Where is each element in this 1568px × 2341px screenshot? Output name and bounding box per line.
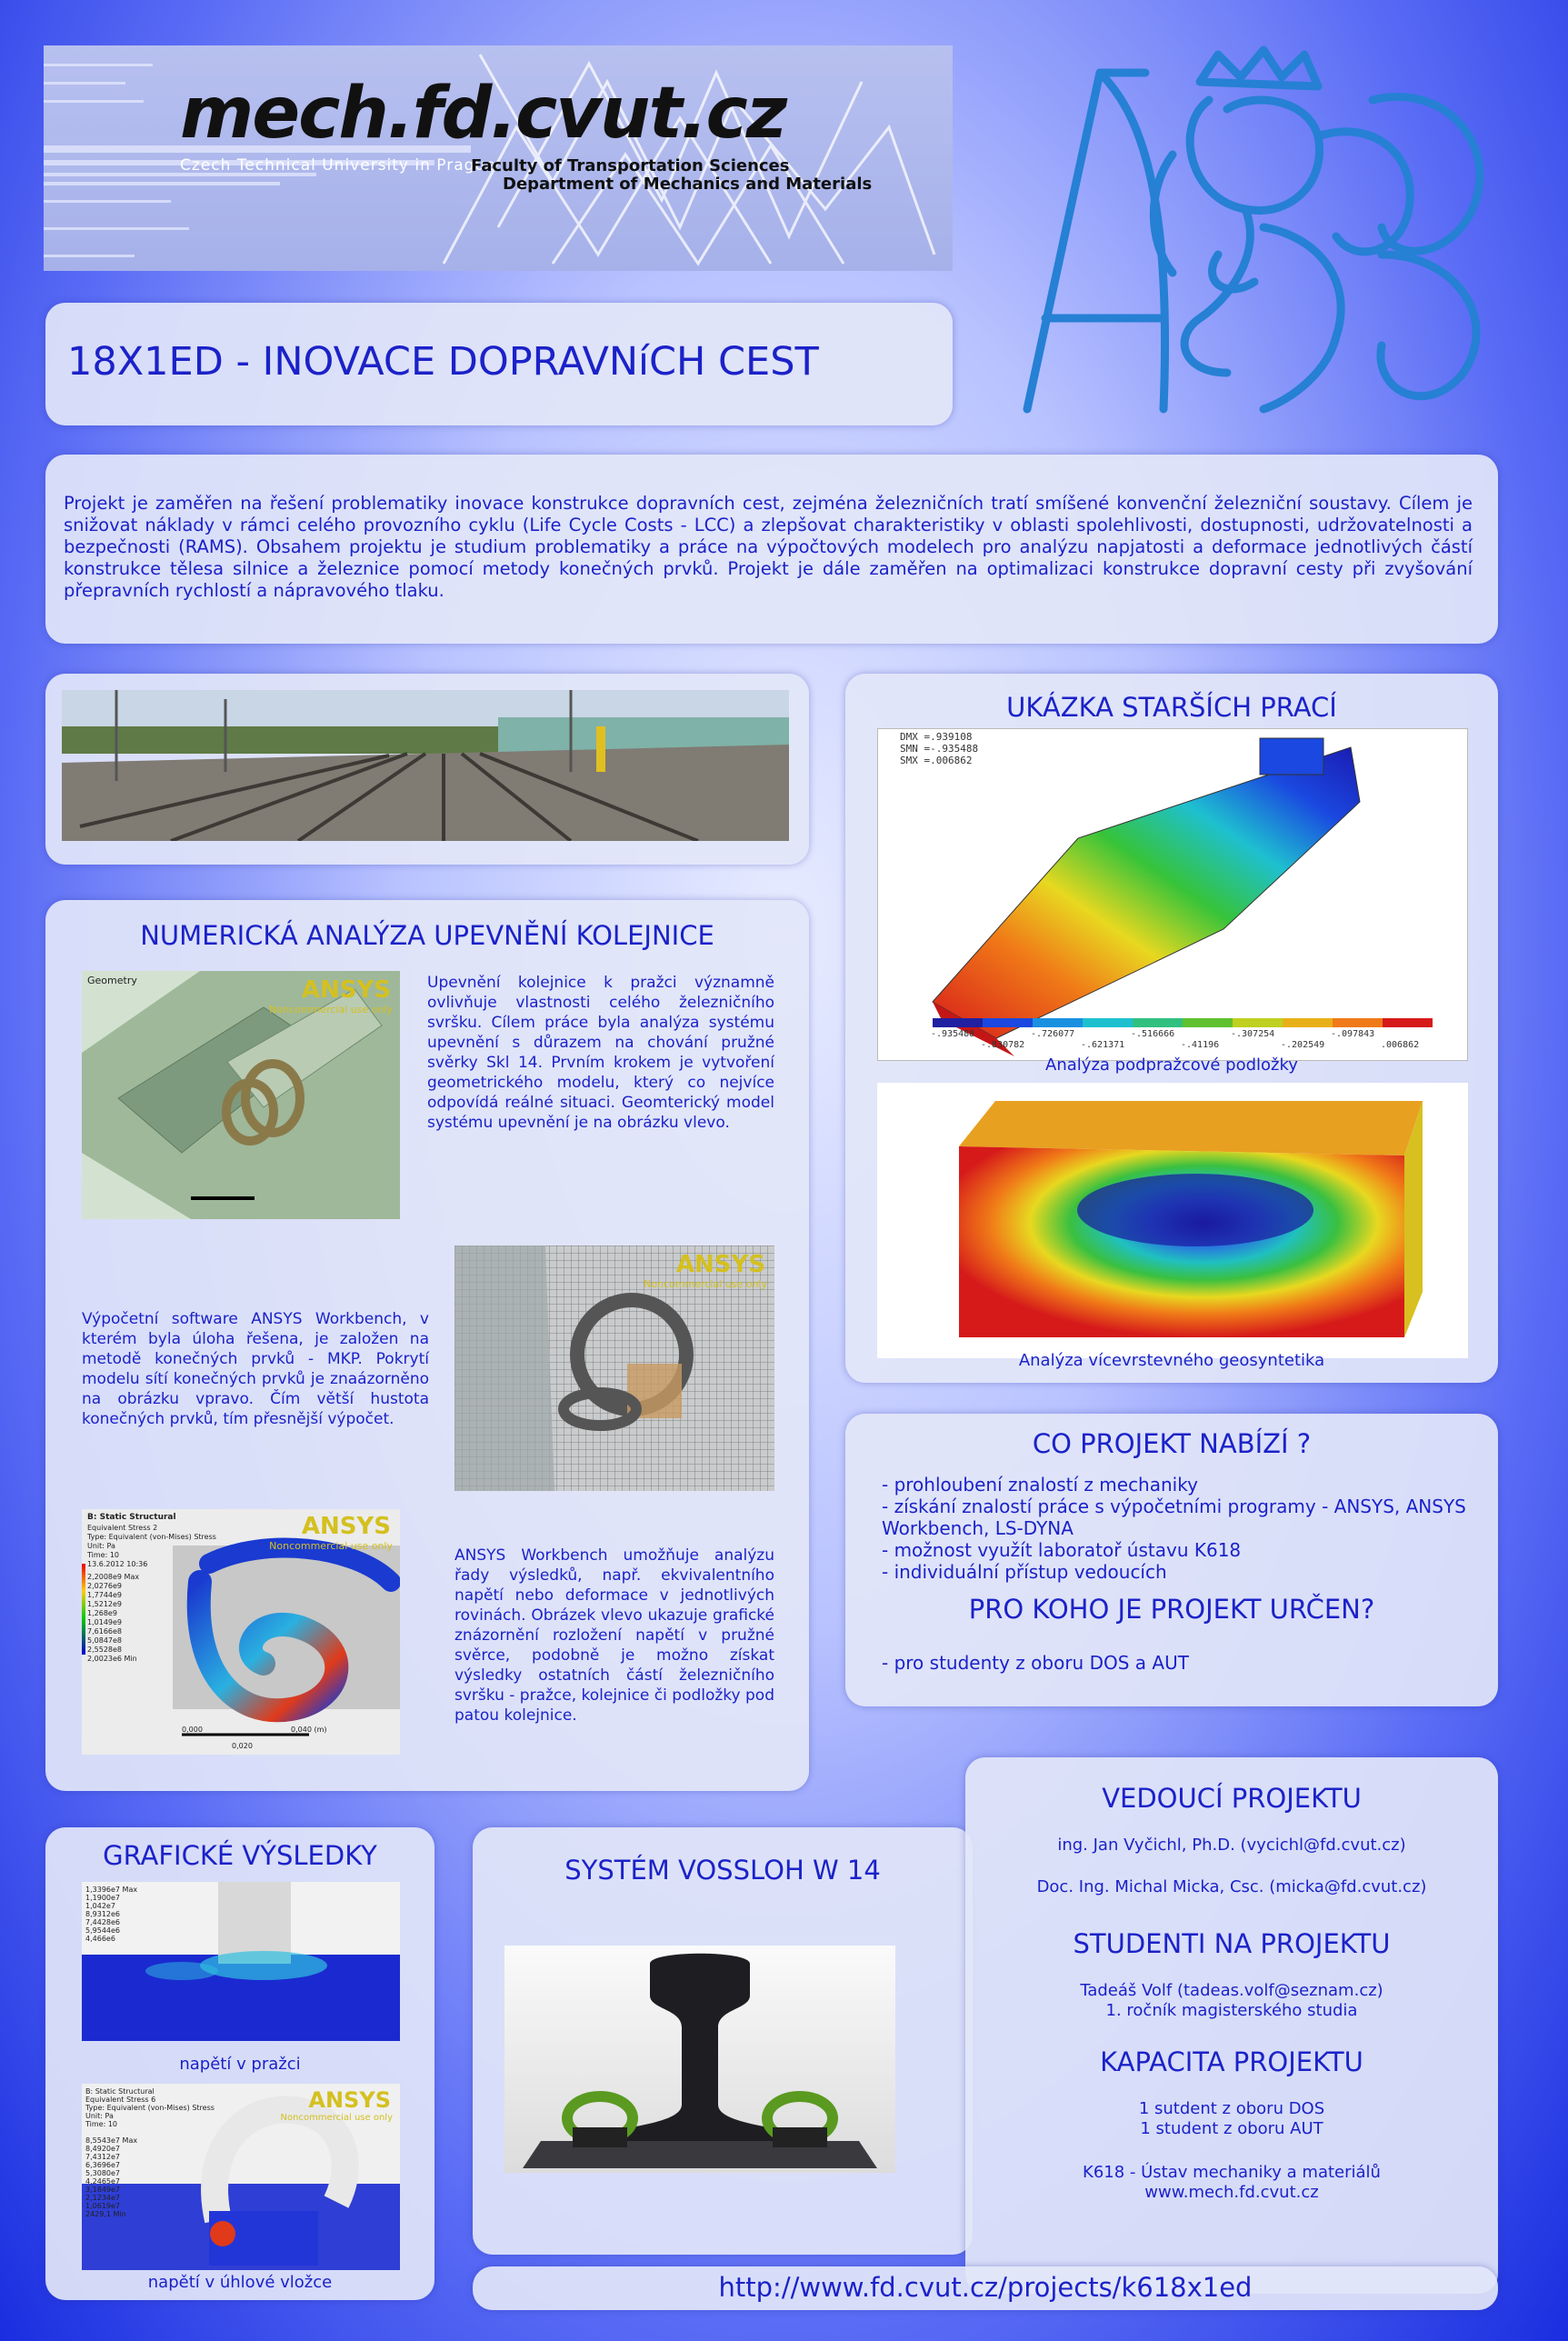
geosynthetic-caption: Analýza vícevrstevného geosyntetika <box>1018 1351 1325 1370</box>
footer-url-panel <box>473 2266 1498 2310</box>
capacity-title: KAPACITA PROJEKTU <box>1100 2046 1363 2077</box>
stress-info-line-2: Unit: Pa <box>87 1542 115 1550</box>
stress-legend-value-6: 7,6166e8 <box>87 1627 123 1636</box>
sleeper-legend <box>85 1886 137 1943</box>
footer-url-link[interactable]: http://www.fd.cvut.cz/projects/k618x1ed <box>718 2272 1253 2303</box>
institute-web[interactable]: www.mech.fd.cvut.cz <box>1144 2183 1319 2202</box>
numerical-analysis-panel <box>45 900 809 1791</box>
clip-stress-image <box>82 1509 400 1755</box>
angle-guide-caption: napětí v úhlové vložce <box>147 2273 333 2292</box>
geometry-model-image <box>82 971 400 1219</box>
stress-legend-value-4: 1,268e9 <box>87 1609 117 1617</box>
older-works-panel <box>845 674 1498 1383</box>
angle-legend-value-6: 3,1849e7 <box>85 2186 121 2194</box>
fem-legend-value-6: -.307254 <box>1231 1029 1275 1039</box>
angle-legend-value-9: 2429,1 Min <box>85 2210 126 2218</box>
fem-header-line-1: SMN =-.935488 <box>900 743 979 755</box>
angle-legend-value-3: 6,3696e7 <box>85 2161 121 2169</box>
fem-legend-value-9: .006862 <box>1381 1040 1420 1050</box>
sleeper-legend-value-4: 7,4428e6 <box>85 1918 121 1926</box>
angle-guide-legend <box>85 2136 137 2218</box>
fem-legend-swatch <box>1283 1018 1333 1027</box>
sleeper-caption: napětí v pražci <box>179 2055 301 2074</box>
vossloh-photo <box>504 1946 895 2173</box>
fem-legend-swatch <box>1033 1018 1083 1027</box>
angle-legend-value-2: 7,4312e7 <box>85 2153 121 2161</box>
sleeper-legend-value-6: 4,466e6 <box>85 1935 115 1943</box>
capacity-2: 1 student z oboru AUT <box>1140 2119 1323 2138</box>
institute-name: K618 - Ústav mechaniky a materiálů <box>1083 2163 1381 2182</box>
scale-label-2: 0,020 <box>232 1742 253 1750</box>
offer-panel <box>845 1414 1498 1706</box>
ansys-logo-4: ANSYS <box>308 2087 391 2113</box>
logo-text: mech.fd.cvut.cz <box>180 73 786 155</box>
leaders-title: VEDOUCÍ PROJEKTU <box>1102 1783 1362 1814</box>
numerical-paragraph-2: Výpočetní software ANSYS Workbench, v kterém byla úloha řešena, je založen na metodě konečných prvků - MKP. Pokrytí modelu sítí konečných prvků je znaázorněno na obrázku vpravo. Čím větší hustota konečných prvků, tím přesnější výpočet. <box>82 1310 429 1428</box>
stress-legend-value-1: 2,0276e9 <box>87 1582 123 1590</box>
numerical-paragraph-3: ANSYS Workbench umožňuje analýzu řady výsledků, např. ekvivalentního napětí nebo deformace v jednotlivých rovinách. Obrázek vlevo ukazuje grafické znázornění rozložení napětí v pružné svěrce, podobně je možno získat výsledky ostatních částí železničního svršku - pražce, kolejnice či podložky pod patou kolejnice. <box>454 1546 774 1725</box>
results-title: GRAFICKÉ VÝSLEDKY <box>103 1840 377 1871</box>
fem-legend-swatch <box>1383 1018 1433 1027</box>
ansys-logo-2: ANSYS <box>675 1251 765 1278</box>
angle-header-line-3: Unit: Pa <box>85 2112 114 2120</box>
intro-text: Projekt je zaměřen na řešení problematiky inovace konstrukce dopravních cest, zejména železničních tratí smíšené konvenční železniční soustavy. Cílem je snižovat náklady v rámci celého provozního cyklu (Life Cycle Costs - LCC) a zlepšovat charakteristiky v oblasti spolehlivosti, dostupnosti, udržovatelnosti a bezpečnosti (RAMS). Obsahem projektu je studium problematiky a práce na výpočtových modelech pro analýzu napjatosti a deformace jednotlivých částí konstrukce tělesa silnice a železnice pomocí metody konečných prvků. Projekt je dále zaměřen na optimalizaci konstrukce dopravní cesty při zvyšování přepravních rychlostí a nápravového tlaku. <box>64 493 1473 601</box>
fem-legend-swatch <box>1083 1018 1133 1027</box>
fem-legend-value-7: -.202549 <box>1281 1040 1325 1050</box>
sleeper-legend-value-5: 5,9544e6 <box>85 1926 121 1935</box>
fem-header-line-0: DMX =.939108 <box>900 731 973 743</box>
fem-legend-swatch <box>1133 1018 1183 1027</box>
angle-legend-value-5: 4,2465e7 <box>85 2177 121 2186</box>
fem-legend-swatch <box>983 1018 1033 1027</box>
offer-item-3: - individuální přístup vedoucích <box>882 1561 1167 1583</box>
angle-legend-value-0: 8,5543e7 Max <box>85 2136 138 2145</box>
fem-legend-value-8: -.097843 <box>1331 1029 1375 1039</box>
geosynthetic-image <box>877 1083 1468 1358</box>
ansys-note-1: Noncommercial use only <box>269 1004 393 1015</box>
fem-pad-image <box>877 728 1468 1061</box>
photo-panel <box>45 674 809 865</box>
angle-legend-value-7: 2,1234e7 <box>85 2194 121 2202</box>
vossloh-panel <box>473 1827 973 2255</box>
stress-legend-value-9: 2,0023e6 Min <box>87 1655 137 1663</box>
leaders-panel <box>965 1757 1498 2294</box>
angle-legend-value-4: 5,3080e7 <box>85 2169 121 2177</box>
angle-header-line-4: Time: 10 <box>85 2120 117 2128</box>
scale-label-0: 0,000 <box>182 1726 203 1734</box>
students-title: STUDENTI NA PROJEKTU <box>1073 1928 1391 1959</box>
stress-info-line-0: Equivalent Stress 2 <box>87 1524 158 1532</box>
graphic-results-panel <box>45 1827 434 2300</box>
fem-legend-swatch <box>933 1018 983 1027</box>
offer-item-0: - prohloubení znalostí z mechaniky <box>882 1474 1198 1496</box>
sleeper-legend-value-2: 1,042e7 <box>85 1902 115 1910</box>
fem-pad-caption: Analýza podpražcové podložky <box>1045 1055 1298 1075</box>
fem-header-line-2: SMX =.006862 <box>900 755 973 766</box>
fem-legend-value-1: -.830782 <box>981 1040 1025 1050</box>
ctu-lion-logo-icon <box>991 45 1509 427</box>
sleeper-legend-value-1: 1,1900e7 <box>85 1894 121 1902</box>
leader-2: Doc. Ing. Michal Micka, Csc. (micka@fd.cvut.cz) <box>1036 1877 1427 1896</box>
capacity-1: 1 sutdent z oboru DOS <box>1138 2099 1325 2118</box>
numerical-title: NUMERICKÁ ANALÝZA UPEVNĚNÍ KOLEJNICE <box>140 920 714 951</box>
fem-legend-swatch <box>1333 1018 1383 1027</box>
angle-header-line-0: B: Static Structural <box>85 2087 155 2096</box>
fem-legend-swatch <box>1183 1018 1233 1027</box>
older-works-title: UKÁZKA STARŠÍCH PRACÍ <box>1006 692 1337 723</box>
target-text: - pro studenty z oboru DOS a AUT <box>882 1652 1189 1674</box>
fem-legend-value-2: -.726077 <box>1031 1029 1075 1039</box>
numerical-paragraph-1: Upevnění kolejnice k pražci významně ovlivňuje vlastnosti celého železničního svršku. Cílem práce byla analýza systému upevnění s důrazem na chování pružné svěrky Skl 14. Prvním krokem je vytvoření geometrického modelu, který co nejvíce odpovídá reálné situaci. Geomterický model systému upevnění je na obrázku vlevo. <box>427 974 774 1132</box>
title-panel <box>45 303 953 425</box>
sleeper-legend-value-3: 8,9312e6 <box>85 1910 121 1918</box>
stress-legend-value-2: 1,7744e9 <box>87 1591 123 1599</box>
fem-legend-value-5: -.41196 <box>1181 1040 1220 1050</box>
angle-header-line-1: Equivalent Stress 6 <box>85 2096 156 2104</box>
stress-info-line-4: 13.6.2012 10:36 <box>87 1560 148 1568</box>
ansys-logo-3: ANSYS <box>301 1513 391 1540</box>
page-title: 18X1ED - INOVACE DOPRAVNíCH CEST <box>67 339 819 385</box>
faculty-line: Faculty of Transportation Sciences <box>471 156 790 175</box>
stress-info-line-1: Type: Equivalent (von-Mises) Stress <box>87 1533 216 1541</box>
angle-legend-value-1: 8,4920e7 <box>85 2145 121 2153</box>
student-1-year: 1. ročník magisterského studia <box>1105 2001 1358 2020</box>
university-line: Czech Technical University in Prague <box>180 156 496 175</box>
intro-panel <box>45 455 1498 644</box>
fem-legend-value-3: -.621371 <box>1081 1040 1125 1050</box>
ansys-note-2: Noncommercial use only <box>644 1278 767 1290</box>
header-banner <box>44 45 953 271</box>
angle-legend-value-8: 1,0619e7 <box>85 2202 121 2210</box>
angle-guide-stress-image <box>82 2084 400 2270</box>
stress-info-line-3: Time: 10 <box>87 1551 119 1559</box>
ansys-note-3: Noncommercial use only <box>269 1540 393 1552</box>
sleeper-legend-value-0: 1,3396e7 Max <box>85 1886 138 1894</box>
fem-legend-swatch <box>1233 1018 1283 1027</box>
angle-header-line-2: Type: Equivalent (von-Mises) Stress <box>85 2104 215 2112</box>
stress-legend-value-0: 2,2008e9 Max <box>87 1573 140 1581</box>
stress-legend-value-5: 1,0149e9 <box>87 1618 123 1626</box>
stress-legend-value-3: 1,5212e9 <box>87 1600 123 1608</box>
student-1: Tadeáš Volf (tadeas.volf@seznam.cz) <box>1080 1981 1383 2000</box>
vossloh-title: SYSTÉM VOSSLOH W 14 <box>564 1855 881 1886</box>
stress-legend-value-8: 2,5528e8 <box>87 1646 123 1654</box>
mesh-model-image <box>454 1246 774 1491</box>
stress-legend-value-7: 5,0847e8 <box>87 1636 123 1645</box>
offer-item-1: - získání znalostí práce s výpočetními programy - ANSYS, ANSYS Workbench, LS-DYNA <box>882 1496 1466 1539</box>
stress-header: B: Static Structural <box>87 1513 176 1522</box>
target-title: PRO KOHO JE PROJEKT URČEN? <box>968 1594 1375 1625</box>
department-line: Department of Mechanics and Materials <box>503 175 873 194</box>
fem-legend-value-4: -.516666 <box>1131 1029 1175 1039</box>
angle-guide-header <box>85 2087 215 2128</box>
fem-legend-value-0: -.935488 <box>931 1029 975 1039</box>
geometry-label: Geometry <box>87 975 137 986</box>
ansys-logo-1: ANSYS <box>301 976 391 1004</box>
sleeper-stress-image <box>82 1882 400 2041</box>
offer-title: CO PROJEKT NABÍZÍ ? <box>1032 1428 1312 1459</box>
ansys-note-4: Noncommercial use only <box>280 2113 393 2123</box>
offer-item-2: - možnost využít laboratoř ústavu K618 <box>882 1539 1242 1561</box>
railway-photo <box>62 690 789 841</box>
leader-1: ing. Jan Vyčichl, Ph.D. (vycichl@fd.cvut.cz) <box>1057 1836 1406 1855</box>
scale-label-1: 0,040 (m) <box>291 1726 327 1734</box>
